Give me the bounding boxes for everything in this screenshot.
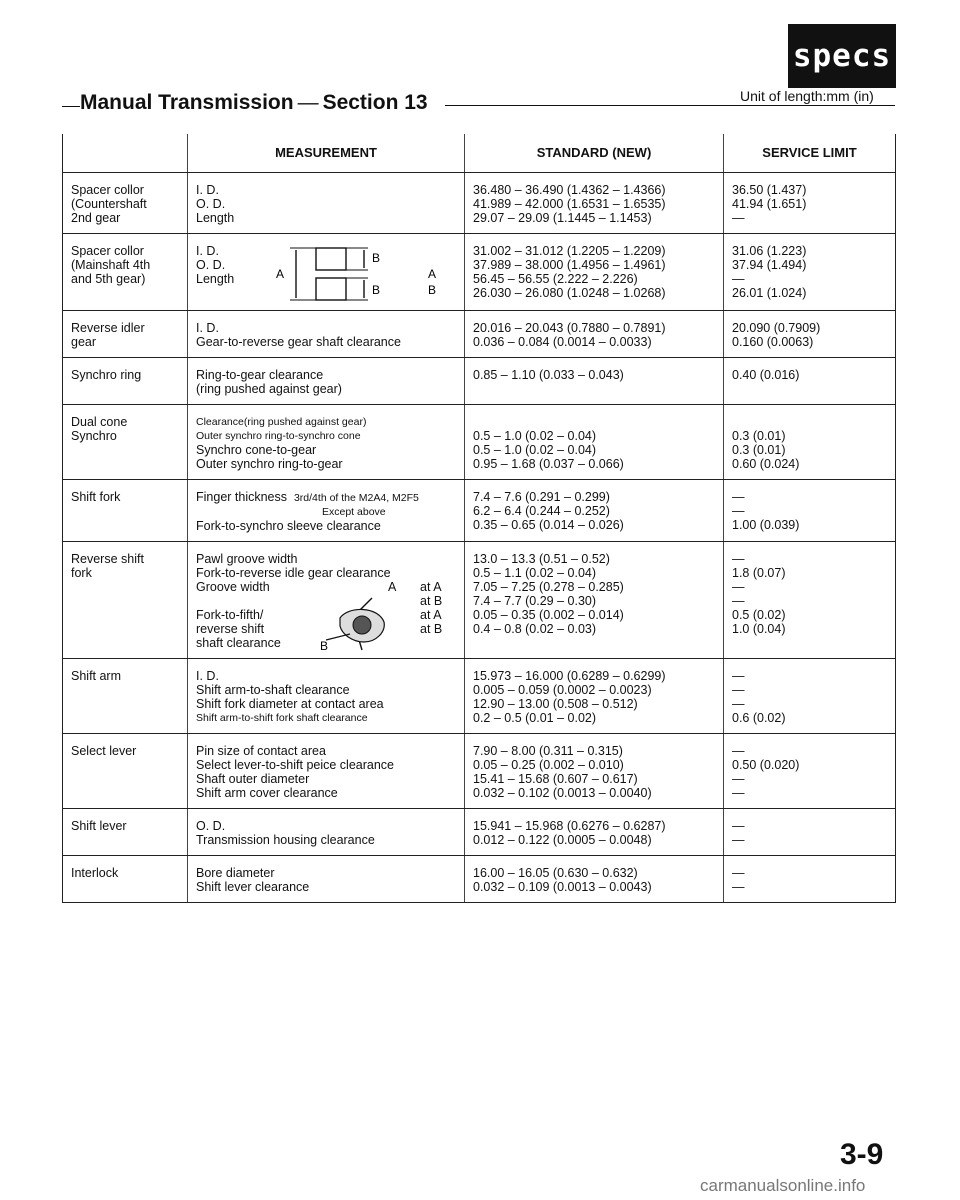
limit-line: 0.3 (0.01) (732, 429, 786, 443)
part-line: Spacer collor (71, 244, 144, 258)
table-row (63, 311, 896, 358)
measurement-cell (188, 405, 465, 480)
measurement-line: Fork-to-reverse idle gear clearance (196, 566, 391, 580)
measurement-line: (ring pushed against gear) (196, 382, 342, 396)
measurement-line: Finger thickness (196, 490, 288, 504)
limit-line: — (732, 490, 745, 504)
frame-line (62, 106, 80, 107)
table-row (63, 659, 896, 734)
spec-table (62, 134, 896, 903)
title-separator: — (297, 91, 319, 114)
limit-line: 1.00 (0.039) (732, 518, 800, 532)
standard-line: 0.05 – 0.35 (0.002 – 0.014) (473, 608, 624, 622)
limit-line: 0.6 (0.02) (732, 711, 786, 725)
header-measurement: MEASUREMENT (188, 134, 465, 173)
measurement-line: Transmission housing clearance (196, 833, 375, 847)
spacer (732, 415, 889, 429)
limit-line: 0.5 (0.02) (732, 608, 786, 622)
standard-cell (465, 234, 724, 311)
part-cell (63, 734, 188, 809)
part-line: Dual cone (71, 415, 128, 429)
header-row (63, 134, 896, 173)
page-number: 3-9 (840, 1138, 884, 1171)
limit-cell (724, 734, 896, 809)
standard-line: 37.989 – 38.000 (1.4956 – 1.4961) (473, 258, 666, 272)
standard-cell (465, 405, 724, 480)
limit-line: — (732, 211, 745, 225)
limit-cell (724, 234, 896, 311)
groove-tag: at B (420, 622, 443, 636)
limit-cell (724, 311, 896, 358)
limit-line: — (732, 580, 745, 594)
limit-line: — (732, 272, 745, 286)
standard-cell (465, 856, 724, 903)
standard-line: 20.016 – 20.043 (0.7880 – 0.7891) (473, 321, 666, 335)
measurement-line: Groove width (196, 580, 270, 594)
spacer-collar-diagram (268, 244, 448, 302)
standard-line: 36.480 – 36.490 (1.4362 – 1.4366) (473, 183, 666, 197)
measurement-line: I. D. (196, 183, 219, 197)
standard-line: 0.4 – 0.8 (0.02 – 0.03) (473, 622, 597, 636)
measurement-line: Outer synchro ring-to-synchro cone (196, 430, 361, 442)
table-row (63, 734, 896, 809)
fig-label-b: B (320, 639, 329, 653)
part-cell (63, 809, 188, 856)
fig-label-b: B (428, 283, 437, 297)
standard-line: 15.41 – 15.68 (0.607 – 0.617) (473, 772, 638, 786)
standard-line: 0.012 – 0.122 (0.0005 – 0.0048) (473, 833, 652, 847)
measurement-line: Shift arm cover clearance (196, 786, 338, 800)
standard-cell (465, 480, 724, 542)
measurement-line: Clearance(ring pushed against gear) (196, 416, 367, 428)
table-row (63, 480, 896, 542)
table-row (63, 542, 896, 659)
table-row (63, 173, 896, 234)
limit-line: — (732, 683, 745, 697)
standard-line: 7.4 – 7.6 (0.291 – 0.299) (473, 490, 610, 504)
standard-line: 56.45 – 56.55 (2.222 – 2.226) (473, 272, 638, 286)
measurement-cell (188, 542, 465, 659)
measurement-cell (188, 358, 465, 405)
measurement-line: Fork-to-fifth/ (196, 608, 264, 622)
limit-cell (724, 542, 896, 659)
limit-line: 1.0 (0.04) (732, 622, 786, 636)
part-line: Shift fork (71, 490, 121, 504)
fig-label-a: A (276, 267, 285, 281)
measurement-cell (188, 480, 465, 542)
fig-label-b: B (372, 251, 381, 265)
measurement-note: Except above (322, 506, 386, 518)
standard-line: 13.0 – 13.3 (0.51 – 0.52) (473, 552, 610, 566)
measurement-line: Shift lever clearance (196, 880, 310, 894)
measurement-line: Shift arm-to-shaft clearance (196, 683, 350, 697)
table-row (63, 358, 896, 405)
measurement-line: O. D. (196, 819, 226, 833)
standard-line: 29.07 – 29.09 (1.1445 – 1.1453) (473, 211, 652, 225)
part-cell (63, 173, 188, 234)
table-row (63, 405, 896, 480)
groove-tag: at B (420, 594, 443, 608)
header-standard: STANDARD (NEW) (465, 134, 724, 173)
groove-tag: A (388, 580, 397, 594)
limit-line: — (732, 833, 745, 847)
standard-cell (465, 809, 724, 856)
limit-line: — (732, 744, 745, 758)
measurement-line: reverse shift (196, 622, 265, 636)
measurement-line: Shaft outer diameter (196, 772, 310, 786)
measurement-line: Length (196, 272, 235, 286)
part-line: 2nd gear (71, 211, 121, 225)
standard-line: 31.002 – 31.012 (1.2205 – 1.2209) (473, 244, 666, 258)
measurement-line: shaft clearance (196, 636, 281, 650)
measurement-line: Pawl groove width (196, 552, 298, 566)
limit-cell (724, 856, 896, 903)
standard-line: 7.05 – 7.25 (0.278 – 0.285) (473, 580, 624, 594)
limit-line: 31.06 (1.223) (732, 244, 807, 258)
fig-label-a: A (428, 267, 437, 281)
standard-line: 0.5 – 1.0 (0.02 – 0.04) (473, 443, 597, 457)
standard-line: 0.005 – 0.059 (0.0002 – 0.0023) (473, 683, 652, 697)
limit-line: 0.60 (0.024) (732, 457, 800, 471)
part-cell (63, 405, 188, 480)
specs-badge: specs (788, 24, 896, 88)
measurement-cell (188, 234, 465, 311)
limit-line: — (732, 552, 745, 566)
limit-cell (724, 405, 896, 480)
part-line: Synchro ring (71, 368, 142, 382)
measurement-line: Shift fork diameter at contact area (196, 697, 384, 711)
part-line: Shift arm (71, 669, 122, 683)
standard-line: 26.030 – 26.080 (1.0248 – 1.0268) (473, 286, 666, 300)
frame-line (445, 105, 895, 106)
limit-line: — (732, 594, 745, 608)
limit-cell (724, 480, 896, 542)
measurement-line: Fork-to-synchro sleeve clearance (196, 519, 381, 533)
limit-line: — (732, 880, 745, 894)
table-row (63, 809, 896, 856)
limit-line: — (732, 669, 745, 683)
limit-line: — (732, 504, 745, 518)
limit-line: 0.3 (0.01) (732, 443, 786, 457)
limit-line: — (732, 786, 745, 800)
part-line: and 5th gear) (71, 272, 146, 286)
unit-note: Unit of length:mm (in) (740, 88, 874, 104)
standard-line: 0.5 – 1.1 (0.02 – 0.04) (473, 566, 597, 580)
standard-line: 0.2 – 0.5 (0.01 – 0.02) (473, 711, 597, 725)
header-service-limit: SERVICE LIMIT (724, 134, 896, 173)
standard-cell (465, 311, 724, 358)
measurement-line: Gear-to-reverse gear shaft clearance (196, 335, 401, 349)
limit-line: 1.8 (0.07) (732, 566, 786, 580)
measurement-line: Pin size of contact area (196, 744, 326, 758)
measurement-line: Outer synchro ring-to-gear (196, 457, 343, 471)
measurement-line: Ring-to-gear clearance (196, 368, 324, 382)
measurement-line: I. D. (196, 244, 219, 258)
standard-line: 15.941 – 15.968 (0.6276 – 0.6287) (473, 819, 666, 833)
limit-line: 0.160 (0.0063) (732, 335, 814, 349)
standard-cell (465, 659, 724, 734)
part-cell (63, 311, 188, 358)
limit-line: 36.50 (1.437) (732, 183, 807, 197)
limit-line: 0.50 (0.020) (732, 758, 800, 772)
limit-line: 41.94 (1.651) (732, 197, 807, 211)
standard-line: 0.85 – 1.10 (0.033 – 0.043) (473, 368, 624, 382)
measurement-cell (188, 173, 465, 234)
measurement-line: Bore diameter (196, 866, 275, 880)
limit-line: 0.40 (0.016) (732, 368, 800, 382)
part-line: Select lever (71, 744, 137, 758)
standard-line: 16.00 – 16.05 (0.630 – 0.632) (473, 866, 638, 880)
part-line: (Mainshaft 4th (71, 258, 151, 272)
standard-line: 15.973 – 16.000 (0.6289 – 0.6299) (473, 669, 666, 683)
title-main: Manual Transmission (80, 91, 294, 114)
limit-cell (724, 809, 896, 856)
title-section: Section 13 (322, 91, 428, 114)
standard-line: 6.2 – 6.4 (0.244 – 0.252) (473, 504, 610, 518)
part-line: Interlock (71, 866, 119, 880)
measurement-line: O. D. (196, 258, 226, 272)
part-line: Shift lever (71, 819, 127, 833)
measurement-line: O. D. (196, 197, 226, 211)
shift-fork-diagram (320, 592, 400, 658)
limit-line: — (732, 866, 745, 880)
limit-cell (724, 659, 896, 734)
standard-line: 0.35 – 0.65 (0.014 – 0.026) (473, 518, 624, 532)
standard-line: 0.05 – 0.25 (0.002 – 0.010) (473, 758, 624, 772)
limit-line: — (732, 772, 745, 786)
groove-tag: at A (420, 608, 442, 622)
limit-cell (724, 358, 896, 405)
limit-line: 26.01 (1.024) (732, 286, 807, 300)
watermark: carmanualsonline.info (700, 1176, 866, 1195)
part-line: Reverse shift (71, 552, 144, 566)
table-row (63, 856, 896, 903)
measurement-cell (188, 856, 465, 903)
measurement-line: Synchro cone-to-gear (196, 443, 317, 457)
part-line: Synchro (71, 429, 117, 443)
limit-cell (724, 173, 896, 234)
measurement-cell (188, 809, 465, 856)
standard-line: 0.032 – 0.109 (0.0013 – 0.0043) (473, 880, 652, 894)
standard-cell (465, 173, 724, 234)
standard-line: 7.90 – 8.00 (0.311 – 0.315) (473, 744, 623, 758)
standard-line: 0.5 – 1.0 (0.02 – 0.04) (473, 429, 597, 443)
part-cell (63, 358, 188, 405)
fig-label-b: B (372, 283, 381, 297)
groove-tag: at A (420, 580, 442, 594)
limit-line: 20.090 (0.7909) (732, 321, 821, 335)
limit-line: 37.94 (1.494) (732, 258, 807, 272)
part-line: gear (71, 335, 97, 349)
page-title (80, 91, 428, 115)
measurement-cell (188, 659, 465, 734)
limit-line: — (732, 819, 745, 833)
part-cell (63, 234, 188, 311)
part-cell (63, 856, 188, 903)
measurement-line: Shift arm-to-shift fork shaft clearance (196, 712, 368, 724)
table-row (63, 234, 896, 311)
measurement-line: I. D. (196, 669, 219, 683)
standard-line: 0.95 – 1.68 (0.037 – 0.066) (473, 457, 624, 471)
standard-line: 7.4 – 7.7 (0.29 – 0.30) (473, 594, 597, 608)
measurement-line: Select lever-to-shift peice clearance (196, 758, 395, 772)
part-cell (63, 542, 188, 659)
standard-line: 0.036 – 0.084 (0.0014 – 0.0033) (473, 335, 652, 349)
header-part (63, 134, 188, 173)
measurement-cell (188, 311, 465, 358)
part-line: fork (71, 566, 92, 580)
standard-line: 41.989 – 42.000 (1.6531 – 1.6535) (473, 197, 666, 211)
part-line: (Countershaft (71, 197, 147, 211)
spacer (473, 415, 717, 429)
standard-line: 12.90 – 13.00 (0.508 – 0.512) (473, 697, 638, 711)
part-cell (63, 659, 188, 734)
measurement-line: Length (196, 211, 235, 225)
part-cell (63, 480, 188, 542)
part-line: Reverse idler (71, 321, 145, 335)
measurement-line: I. D. (196, 321, 219, 335)
standard-cell (465, 358, 724, 405)
standard-cell (465, 542, 724, 659)
measurement-cell (188, 734, 465, 809)
standard-cell (465, 734, 724, 809)
standard-line: 0.032 – 0.102 (0.0013 – 0.0040) (473, 786, 652, 800)
part-line: Spacer collor (71, 183, 144, 197)
measurement-note: 3rd/4th of the M2A4, M2F5 (293, 492, 419, 504)
limit-line: — (732, 697, 745, 711)
